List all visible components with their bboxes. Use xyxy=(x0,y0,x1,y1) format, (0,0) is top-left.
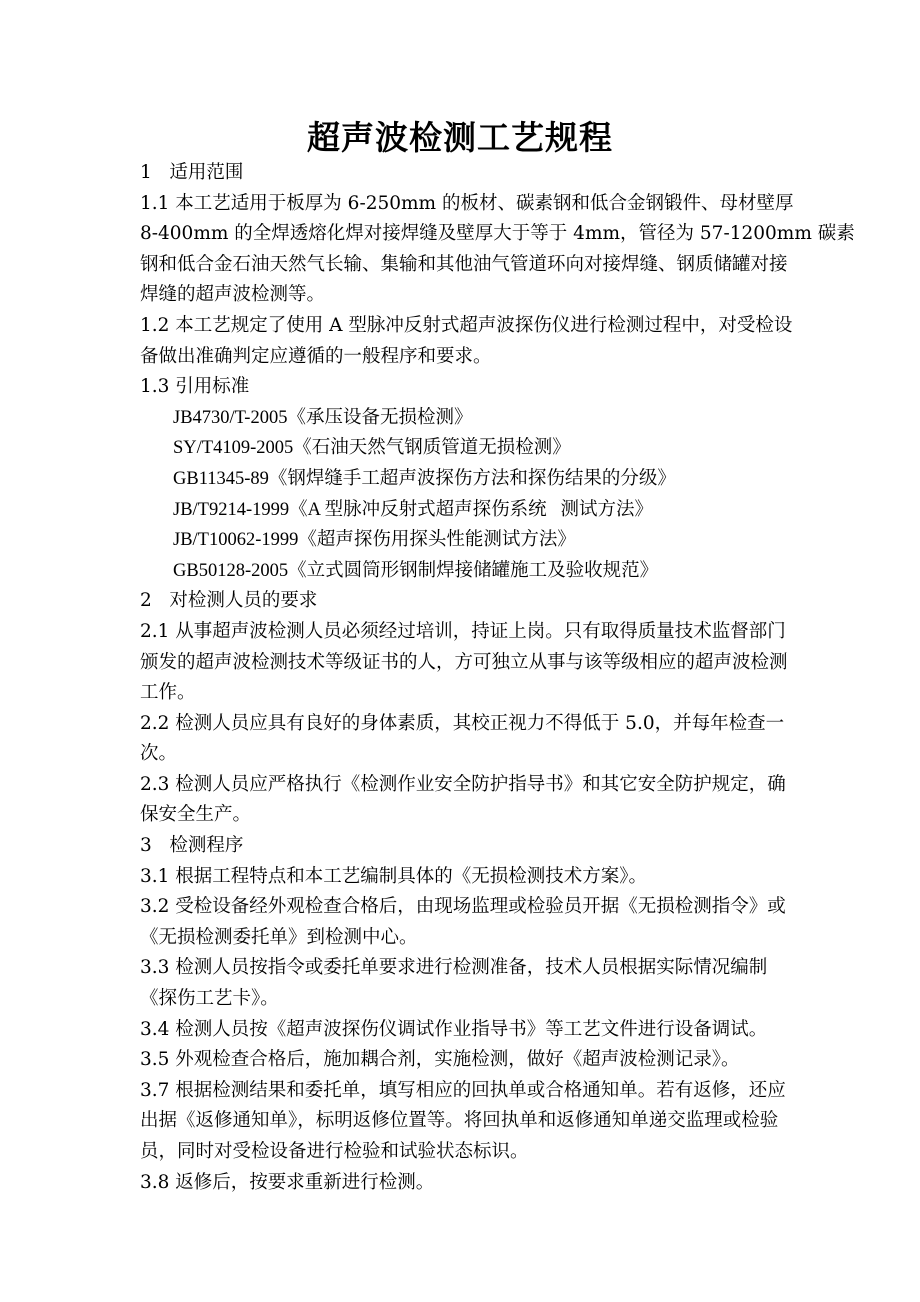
reference-standard-line: JB/T10062-1999《超声探伤用探头性能测试方法》 xyxy=(173,530,576,551)
document-title: 超声波检测工艺规程 xyxy=(307,118,613,157)
text-line: 工作。 xyxy=(140,682,196,704)
text-line: 《探伤工艺卡》。 xyxy=(140,988,279,1010)
text-line: 3 检测程序 xyxy=(140,835,244,857)
document-body xyxy=(140,158,855,1198)
reference-standard-line: JB/T9214-1999《A 型脉冲反射式超声探伤系统 测试方法》 xyxy=(173,499,653,520)
text-line: 1.1 本工艺适用于板厚为 6-250mm 的板材、碳素钢和低合金钢锻件、母材壁厚 xyxy=(140,192,794,214)
text-line: 次。 xyxy=(140,743,178,765)
text-line: 1.2 本工艺规定了使用 A 型脉冲反射式超声波探伤仪进行检测过程中，对受检设 xyxy=(140,314,793,336)
text-line: 员，同时对受检设备进行检验和试验状态标识。 xyxy=(140,1141,529,1162)
text-line: 3.2 受检设备经外观检查合格后，由现场监理或检验员开据《无损检测指令》或 xyxy=(140,896,786,918)
text-line: 颁发的超声波检测技术等级证书的人，方可独立从事与该等级相应的超声波检测 xyxy=(140,651,788,673)
reference-standard-line: GB50128-2005《立式圆筒形钢制焊接储罐施工及验收规范》 xyxy=(173,560,659,581)
text-line: 《无损检测委托单》到检测中心。 xyxy=(140,926,418,948)
text-line: 3.4 检测人员按《超声波探伤仪调试作业指导书》等工艺文件进行设备调试。 xyxy=(140,1018,768,1040)
text-line: 3.7 根据检测结果和委托单，填写相应的回执单或合格通知单。若有返修，还应 xyxy=(140,1079,786,1101)
text-line: 2.2 检测人员应具有良好的身体素质，其校正视力不得低于 5.0，并每年检查一 xyxy=(140,712,785,734)
text-line: 3.8 返修后，按要求重新进行检测。 xyxy=(140,1171,435,1193)
text-line: 3.5 外观检查合格后，施加耦合剂，实施检测，做好《超声波检测记录》。 xyxy=(140,1049,740,1071)
text-line: 焊缝的超声波检测等。 xyxy=(140,284,326,306)
text-line: 1.3 引用标准 xyxy=(140,376,250,398)
reference-standard-line: GB11345-89《钢焊缝手工超声波探伤方法和探伤结果的分级》 xyxy=(173,468,676,489)
text-line: 1 适用范围 xyxy=(140,162,244,183)
text-line: 8-400mm 的全焊透熔化焊对接焊缝及壁厚大于等于 4mm，管径为 57-1200mm 碳素 xyxy=(140,223,855,245)
text-line: 3.3 检测人员按指令或委托单要求进行检测准备，技术人员根据实际情况编制 xyxy=(140,957,768,979)
text-line: 2.1 从事超声波检测人员必须经过培训，持证上岗。只有取得质量技术监督部门 xyxy=(140,620,786,642)
text-line: 钢和低合金石油天然气长输、集输和其他油气管道环向对接焊缝、钢质储罐对接 xyxy=(140,253,788,275)
text-line: 出据《返修通知单》，标明返修位置等。将回执单和返修通知单递交监理或检验 xyxy=(140,1110,779,1132)
text-line: 2.3 检测人员应严格执行《检测作业安全防护指导书》和其它安全防护规定，确 xyxy=(140,773,786,795)
text-line: 备做出准确判定应遵循的一般程序和要求。 xyxy=(140,345,492,367)
text-line: 2 对检测人员的要求 xyxy=(140,590,318,612)
reference-standard-line: SY/T4109-2005《石油天然气钢质管道无损检测》 xyxy=(173,438,571,459)
text-line: 保安全生产。 xyxy=(140,804,252,826)
reference-standard-line: JB4730/T-2005《承压设备无损检测》 xyxy=(173,407,473,428)
text-line: 3.1 根据工程特点和本工艺编制具体的《无损检测技术方案》。 xyxy=(140,865,648,887)
